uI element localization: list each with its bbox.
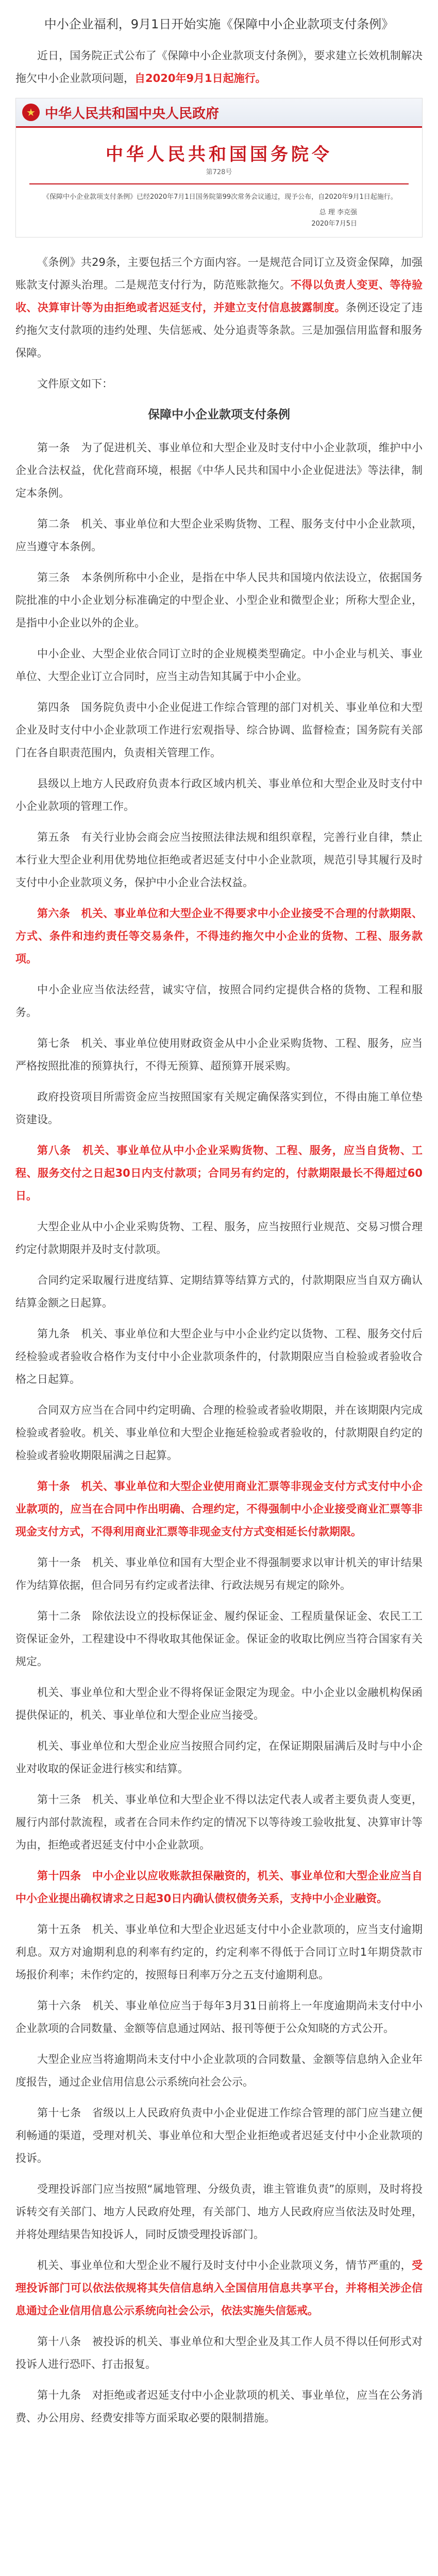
intro-text: 近日，国务院正式公布了《保障中小企业款项支付条例》，要求建立长效机制解决拖欠中小企业款项问题， — [15, 49, 423, 84]
regulation-paragraph: 合同约定采取履行进度结算、定期结算等结算方式的，付款期限应当自双方确认结算金额之日起算。 — [15, 1274, 423, 1309]
regulation-paragraph: 中小企业应当依法经营，诚实守信，按照合同约定提供合格的货物、工程和服务。 — [15, 984, 423, 1019]
gov-site-header — [16, 98, 422, 128]
summary-text-a: 《条例》共29条，主要包括三个方面内容。一是规范合同订立及资金保障，加强账款支付源头治理。二是规范支付行为，防范账款拖欠。 — [15, 256, 423, 291]
regulation-paragraph: 第七条 机关、事业单位使用财政资金从中小企业采购货物、工程、服务，应当严格按照批准的预算执行，不得无预算、超预算开展采购。 — [15, 1037, 423, 1072]
regulation-paragraph: 第十一条 机关、事业单位和国有大型企业不得强制要求以审计机关的审计结果作为结算依据，但合同另有约定或者法律、行政法规另有规定的除外。 — [15, 1556, 423, 1591]
regulation-paragraph: 中小企业、大型企业依合同订立时的企业规模类型确定。中小企业与机关、事业单位、大型企业订立合同时，应当主动告知其属于中小企业。 — [15, 648, 423, 683]
paragraph-highlight: 受理投诉部门可以依法依规将其失信信息纳入全国信用信息共享平台，并将相关涉企信息通过企业信用信息公示系统向社会公示，依法实施失信惩戒。 — [15, 2259, 423, 2317]
article — [15, 0, 423, 2453]
regulation-paragraph: 政府投资项目所需资金应当按照国家有关规定确保落实到位，不得由施工单位垫资建设。 — [15, 1091, 423, 1126]
order-title: 中华人民共和国国务院令 — [106, 144, 332, 165]
gov-site-name: 中华人民共和国中央人民政府 — [45, 106, 220, 122]
regulation-paragraph: 大型企业应当将逾期尚未支付中小企业款项的合同数量、金额等信息纳入企业年度报告，通过企业信用信息公示系统向社会公示。 — [15, 2053, 423, 2088]
regulation-paragraph: 第十八条 被投诉的机关、事业单位和大型企业及其工作人员不得以任何形式对投诉人进行恐吓、打击报复。 — [15, 2335, 423, 2370]
regulation-paragraph: 第十六条 机关、事业单位应当于每年3月31日前将上一年度逾期尚未支付中小企业款项的合同数量、金额等信息通过网站、报刊等便于公众知晓的方式公开。 — [15, 1999, 423, 2035]
regulation-paragraph: 第五条 有关行业协会商会应当按照法律法规和组织章程，完善行业自律，禁止本行业大型企业利用优势地位拒绝或者迟延支付中小企业款项，规范引导其履行及时支付中小企业款项义务，保护中小企业合法权益。 — [15, 831, 423, 889]
regulation-paragraph: 第九条 机关、事业单位和大型企业与中小企业约定以货物、工程、服务交付后经检验或者验收合格作为支付中小企业款项条件的，付款期限应当自检验或者验收合格之日起算。 — [15, 1328, 423, 1385]
effective-date: 自2020年9月1日起施行。 — [134, 72, 266, 84]
regulation-paragraph: 第三条 本条例所称中小企业，是指在中华人民共和国境内依法设立，依据国务院批准的中小企业划分标准确定的中型企业、小型企业和微型企业；所称大型企业，是指中小企业以外的企业。 — [15, 571, 423, 629]
summary-text-b: 条例还设定了违约拖欠支付款项的违约处理、失信惩戒、处分追责等条款。三是加强信用监督和服务保障。 — [15, 301, 423, 359]
gov-order-body — [16, 128, 422, 237]
regulation-paragraph: 第六条 机关、事业单位和大型企业不得要求中小企业接受不合理的付款期限、方式、条件和违约责任等交易条件，不得违约拖欠中小企业的货物、工程、服务款项。 — [15, 907, 423, 965]
gov-order-screenshot — [15, 98, 423, 238]
article-title: 中小企业福利，9月1日开始实施《保障中小企业款项支付条例》 — [44, 17, 394, 31]
regulation-paragraph: 第一条 为了促进机关、事业单位和大型企业及时支付中小企业款项，维护中小企业合法权益，优化营商环境，根据《中华人民共和国中小企业促进法》等法律，制定本条例。 — [15, 442, 423, 499]
regulation-paragraph: 机关、事业单位和大型企业应当按照合同约定，在保证期限届满后及时与中小企业对收取的保证金进行核实和结算。 — [15, 1740, 423, 1775]
red-divider — [29, 183, 409, 184]
intro-paragraph — [15, 44, 423, 90]
paragraph-text: 机关、事业单位和大型企业不履行及时支付中小企业款项义务，情节严重的， — [37, 2259, 412, 2272]
order-number: 第728号 — [206, 168, 232, 176]
regulation-paragraph: 第十三条 机关、事业单位和大型企业不得以法定代表人或者主要负责人变更，履行内部付款流程，或者在合同未作约定的情况下以等待竣工验收批复、决算审计等为由，拒绝或者迟延支付中小企业款项。 — [15, 1793, 423, 1851]
regulation-paragraph: 第十二条 除依法设立的投标保证金、履约保证金、工程质量保证金、农民工工资保证金外，工程建设中不得收取其他保证金。保证金的收取比例应当符合国家有关规定。 — [15, 1610, 423, 1668]
regulation-paragraph — [15, 2254, 423, 2322]
regulation-paragraph: 第十九条 对拒绝或者迟延支付中小企业款项的机关、事业单位，应当在公务消费、办公用房、经费安排等方面采取必要的限制措施。 — [15, 2389, 423, 2424]
regulation-paragraph: 受理投诉部门应当按照“属地管理、分级负责，谁主管谁负责”的原则，及时将投诉转交有关部门、地方人民政府处理，有关部门、地方人民政府应当依法及时处理，并将处理结果告知投诉人，同时反馈受理投诉部门。 — [15, 2183, 423, 2241]
regulation-title: 保障中小企业款项支付条例 — [148, 408, 290, 421]
regulation-paragraph: 机关、事业单位和大型企业不得将保证金限定为现金。中小企业以金融机构保函提供保证的，机关、事业单位和大型企业应当接受。 — [15, 1686, 423, 1721]
regulation-paragraph: 合同双方应当在合同中约定明确、合理的检验或者验收期限，并在该期限内完成检验或者验收。机关、事业单位和大型企业拖延检验或者验收的，付款期限自约定的检验或者验收期限届满之日起算。 — [15, 1404, 423, 1462]
source-label: 文件原文如下： — [37, 378, 113, 390]
regulation-paragraph: 第十五条 机关、事业单位和大型企业迟延支付中小企业款项的，应当支付逾期利息。双方对逾期利息的利率有约定的，约定利率不得低于合同订立时1年期贷款市场报价利率；未作约定的，按照每日利率万分之五支付逾期利息。 — [15, 1923, 423, 1981]
regulation-paragraph: 大型企业从中小企业采购货物、工程、服务，应当按照行业规范、交易习惯合理约定付款期限并及时支付款项。 — [15, 1221, 423, 1256]
regulation-paragraph: 第十条 机关、事业单位和大型企业使用商业汇票等非现金支付方式支付中小企业款项的，应当在合同中作出明确、合理约定，不得强制中小企业接受商业汇票等非现金支付方式，不得利用商业汇票等非现金支付方式变相延长付款期限。 — [15, 1480, 423, 1538]
regulation-paragraph: 第二条 机关、事业单位和大型企业采购货物、工程、服务支付中小企业款项，应当遵守本条例。 — [15, 518, 423, 553]
star-emblem-icon: ★ — [22, 104, 40, 121]
regulation-paragraph: 第十七条 省级以上人民政府负责中小企业促进工作综合管理的部门应当建立便利畅通的渠道，受理对机关、事业单位和大型企业拒绝或者迟延支付中小企业款项的投诉。 — [15, 2107, 423, 2164]
regulation-paragraph: 县级以上地方人民政府负责本行政区域内机关、事业单位和大型企业及时支付中小企业款项的管理工作。 — [15, 777, 423, 812]
order-signature: 总 理 李克强 — [319, 209, 357, 216]
regulation-paragraph: 第八条 机关、事业单位从中小企业采购货物、工程、服务，应当自货物、工程、服务交付之日起30日内支付款项；合同另有约定的，付款期限最长不得超过60日。 — [15, 1144, 423, 1202]
summary-paragraph — [15, 251, 423, 364]
order-text: 《保障中小企业款项支付条例》已经2020年7月1日国务院第99次常务会议通过，现予公布，自2020年9月1日起施行。 — [43, 193, 397, 201]
regulation-paragraph: 第四条 国务院负责中小企业促进工作综合管理的部门对机关、事业单位和大型企业及时支付中小企业款项工作进行宏观指导、综合协调、监督检查；国务院有关部门在各自职责范围内，负责相关管理工作。 — [15, 701, 423, 759]
summary-highlight: 不得以负责人变更、等待验收、决算审计等为由拒绝或者迟延支付，并建立支付信息披露制度。 — [15, 279, 423, 314]
regulation-articles — [15, 436, 423, 2429]
regulation-paragraph: 第十四条 中小企业以应收账款担保融资的，机关、事业单位和大型企业应当自中小企业提出确权请求之日起30日内确认债权债务关系，支持中小企业融资。 — [15, 1870, 423, 1905]
order-date: 2020年7月5日 — [311, 220, 357, 228]
